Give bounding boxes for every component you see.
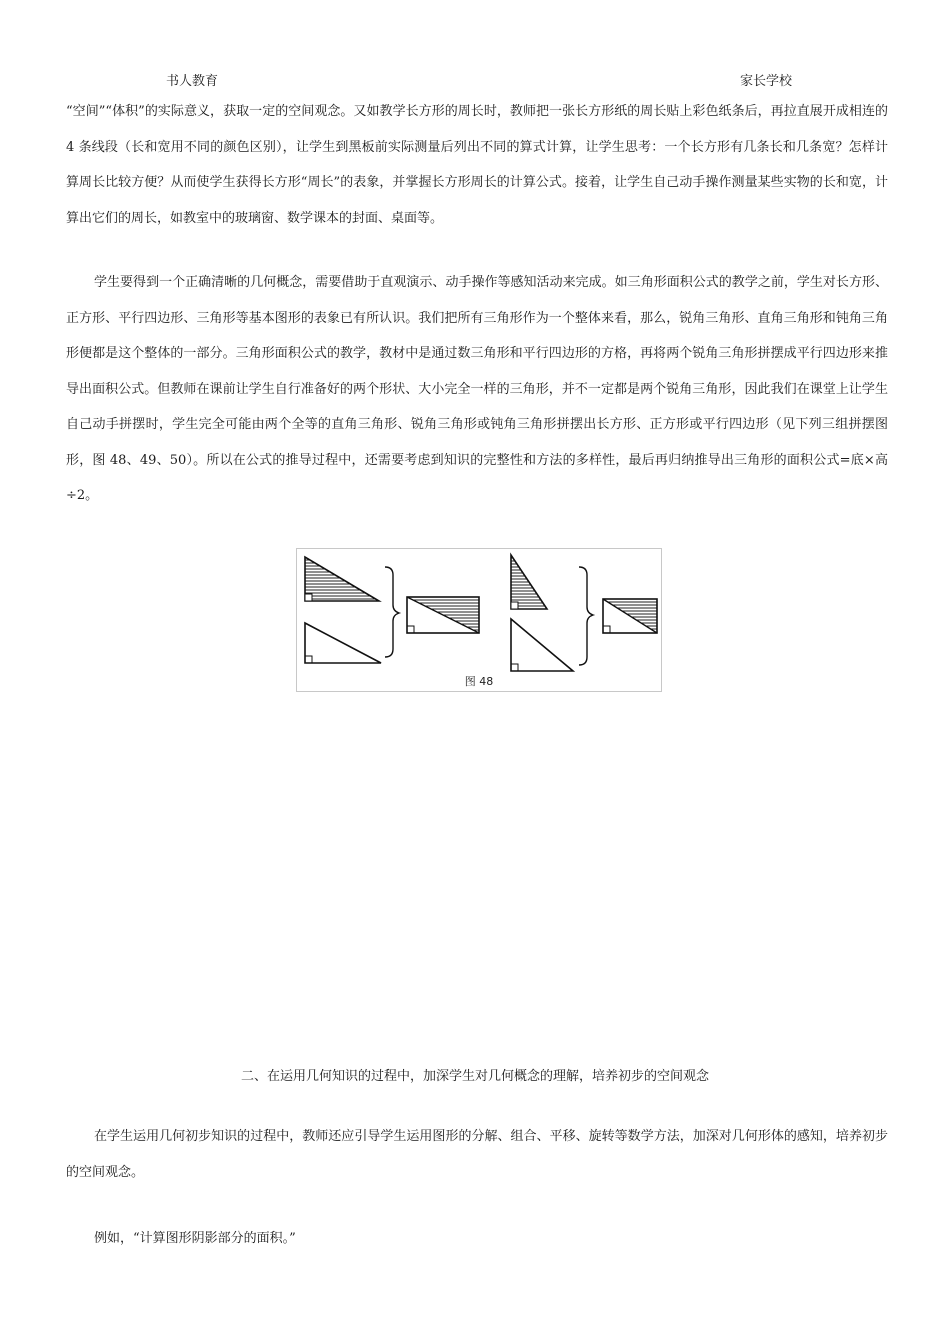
figure-48 xyxy=(296,548,662,692)
brace-2 xyxy=(579,567,593,665)
triangle-assembly-diagram xyxy=(297,549,663,693)
plain-triangle-1 xyxy=(305,623,381,663)
shaded-triangle-2 xyxy=(497,555,567,609)
paragraph-1: “空间”“体积”的实际意义，获取一定的空间观念。又如教学长方形的周长时，教师把一张长方形纸的周长贴上彩色纸条后，再拉直展开成相连的 4 条线段（长和宽用不同的颜色区别），让学生到黑板前实际测量后列出不同的算式计算，让学生思考：一个长方形有几条长和几条宽？怎样计算周长比较方便？从而使学生获得长方形“周长”的表象，并掌握长方形周长的计算公式。接着，让学生自己动手操作测量某些实物的长和宽，计算出它们的周长，如教室中的玻璃窗、数学课本的封面、桌面等。 xyxy=(66,104,888,226)
paragraph-4: 例如，“计算图形阴影部分的面积。” xyxy=(94,1231,296,1246)
paragraph-2: 学生要得到一个正确清晰的几何概念，需要借助于直观演示、动手操作等感知活动来完成。如三角形面积公式的教学之前，学生对长方形、正方形、平行四边形、三角形等基本图形的表象已有所认识。我们把所有三角形作为一个整体来看，那么，锐角三角形、直角三角形和钝角三角形便都是这个整体的一部分。三角形面积公式的教学，教材中是通过数三角形和平行四边形的方格，再将两个锐角三角形拼摆成平行四边形来推导出面积公式。但教师在课前让学生自行准备好的两个形状、大小完全一样的三角形，并不一定都是两个锐角三角形，因此我们在课堂上让学生自己动手拼摆时，学生完全可能由两个全等的直角三角形、锐角三角形或钝角三角形拼摆出长方形、正方形或平行四边形（见下列三组拼摆图形，图 48、49、50）。所以在公式的推导过程中，还需要考虑到知识的完整性和方法的多样性，最后再归纳推导出三角形的面积公式=底×高÷2。 xyxy=(66,275,888,503)
assembled-rectangle-2 xyxy=(597,599,663,633)
figure-caption: 图 48 xyxy=(464,675,494,688)
brace-1 xyxy=(385,567,399,657)
assembled-rectangle-1 xyxy=(397,597,487,633)
paragraph-3: 在学生运用几何初步知识的过程中，教师还应引导学生运用图形的分解、组合、平移、旋转等数学方法，加深对几何形体的感知，培养初步的空间观念。 xyxy=(66,1129,888,1180)
section-heading: 二、在运用几何知识的过程中，加深学生对几何概念的理解，培养初步的空间观念 xyxy=(240,1069,709,1084)
shaded-triangle-1 xyxy=(297,557,397,601)
header-right: 家长学校 xyxy=(740,74,793,89)
header-left: 书人教育 xyxy=(166,74,219,89)
plain-triangle-2 xyxy=(511,619,573,671)
